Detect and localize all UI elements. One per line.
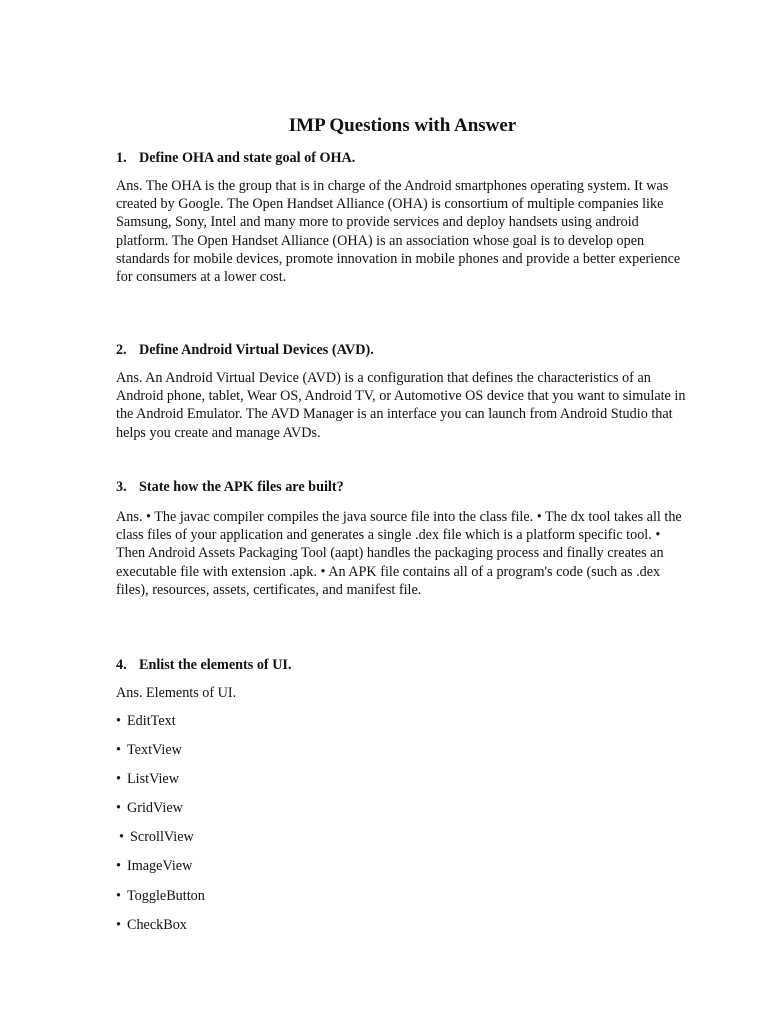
- question-heading: [116, 150, 355, 167]
- bullet-icon: •: [119, 829, 124, 846]
- question-heading: [116, 479, 344, 496]
- answer-paragraph: Ans. Elements of UI.: [116, 685, 237, 701]
- question-text: Enlist the elements of UI.: [139, 657, 292, 673]
- question-text: State how the APK files are built?: [139, 479, 344, 495]
- bullet-icon: •: [116, 771, 121, 788]
- list-item-label: EditText: [127, 713, 176, 729]
- question-heading: [116, 342, 374, 359]
- answer-paragraph: Ans. • The javac compiler compiles the java source file into the class file. • The dx tool takes all the class files of your application and generates a single .dex file which is a platform specific tool. • Then Android Assets Packaging Tool (aapt) handles the packaging process and finally creates an executable file with extension .apk. • An APK file contains all of a program's code (such as .dex files), resources, assets, certificates, and manifest file.: [116, 509, 682, 598]
- list-item-label: TextView: [127, 742, 182, 759]
- bullet-icon: •: [116, 713, 121, 729]
- question-heading: [116, 657, 292, 674]
- list-item-label: ScrollView: [130, 829, 194, 846]
- list-item: [116, 712, 205, 741]
- question-text: Define Android Virtual Devices (AVD).: [139, 342, 374, 358]
- list-item-label: CheckBox: [127, 916, 187, 933]
- list-item-label: ToggleButton: [127, 887, 205, 904]
- question-number: 4.: [116, 657, 127, 673]
- bullet-icon: •: [116, 742, 121, 759]
- page-title: IMP Questions with Answer: [288, 115, 517, 136]
- answer-paragraph: Ans. The OHA is the group that is in charge of the Android smartphones operating system. It was created by Google. The Open Handset Alliance (OHA) is consortium of multiple companies like Samsung, Sony, Intel and many more to provide services and deploy handsets using android platform. The Open Handset Alliance (OHA) is an association whose goal is to develop open standards for mobile devices, promote innovation in mobile phones and provide a better experience for consumers at a lower cost.: [116, 178, 681, 286]
- answer-paragraph: Ans. An Android Virtual Device (AVD) is a configuration that defines the characteristics of an Android phone, tablet, Wear OS, Android TV, or Automotive OS device that you want to simulate in the Android Emulator. The AVD Manager is an interface you can launch from Android Studio that helps you create and manage AVDs.: [116, 370, 686, 441]
- question-number: 3.: [116, 479, 127, 495]
- question-number: 2.: [116, 342, 127, 358]
- list-item: [116, 770, 205, 799]
- list-item: [116, 887, 205, 916]
- ui-elements-list: [116, 712, 205, 945]
- list-item-label: ListView: [127, 771, 179, 788]
- list-item-label: ImageView: [127, 858, 193, 875]
- bullet-icon: •: [116, 858, 121, 875]
- list-item: [116, 741, 205, 770]
- bullet-icon: •: [116, 887, 121, 904]
- list-item-label: GridView: [127, 800, 183, 817]
- list-item: [116, 857, 205, 886]
- list-item: [116, 916, 205, 945]
- list-item: [116, 799, 205, 828]
- bullet-icon: •: [116, 800, 121, 817]
- question-text: Define OHA and state goal of OHA.: [139, 150, 356, 166]
- list-item: [116, 828, 205, 857]
- question-number: 1.: [116, 150, 127, 166]
- bullet-icon: •: [116, 916, 121, 933]
